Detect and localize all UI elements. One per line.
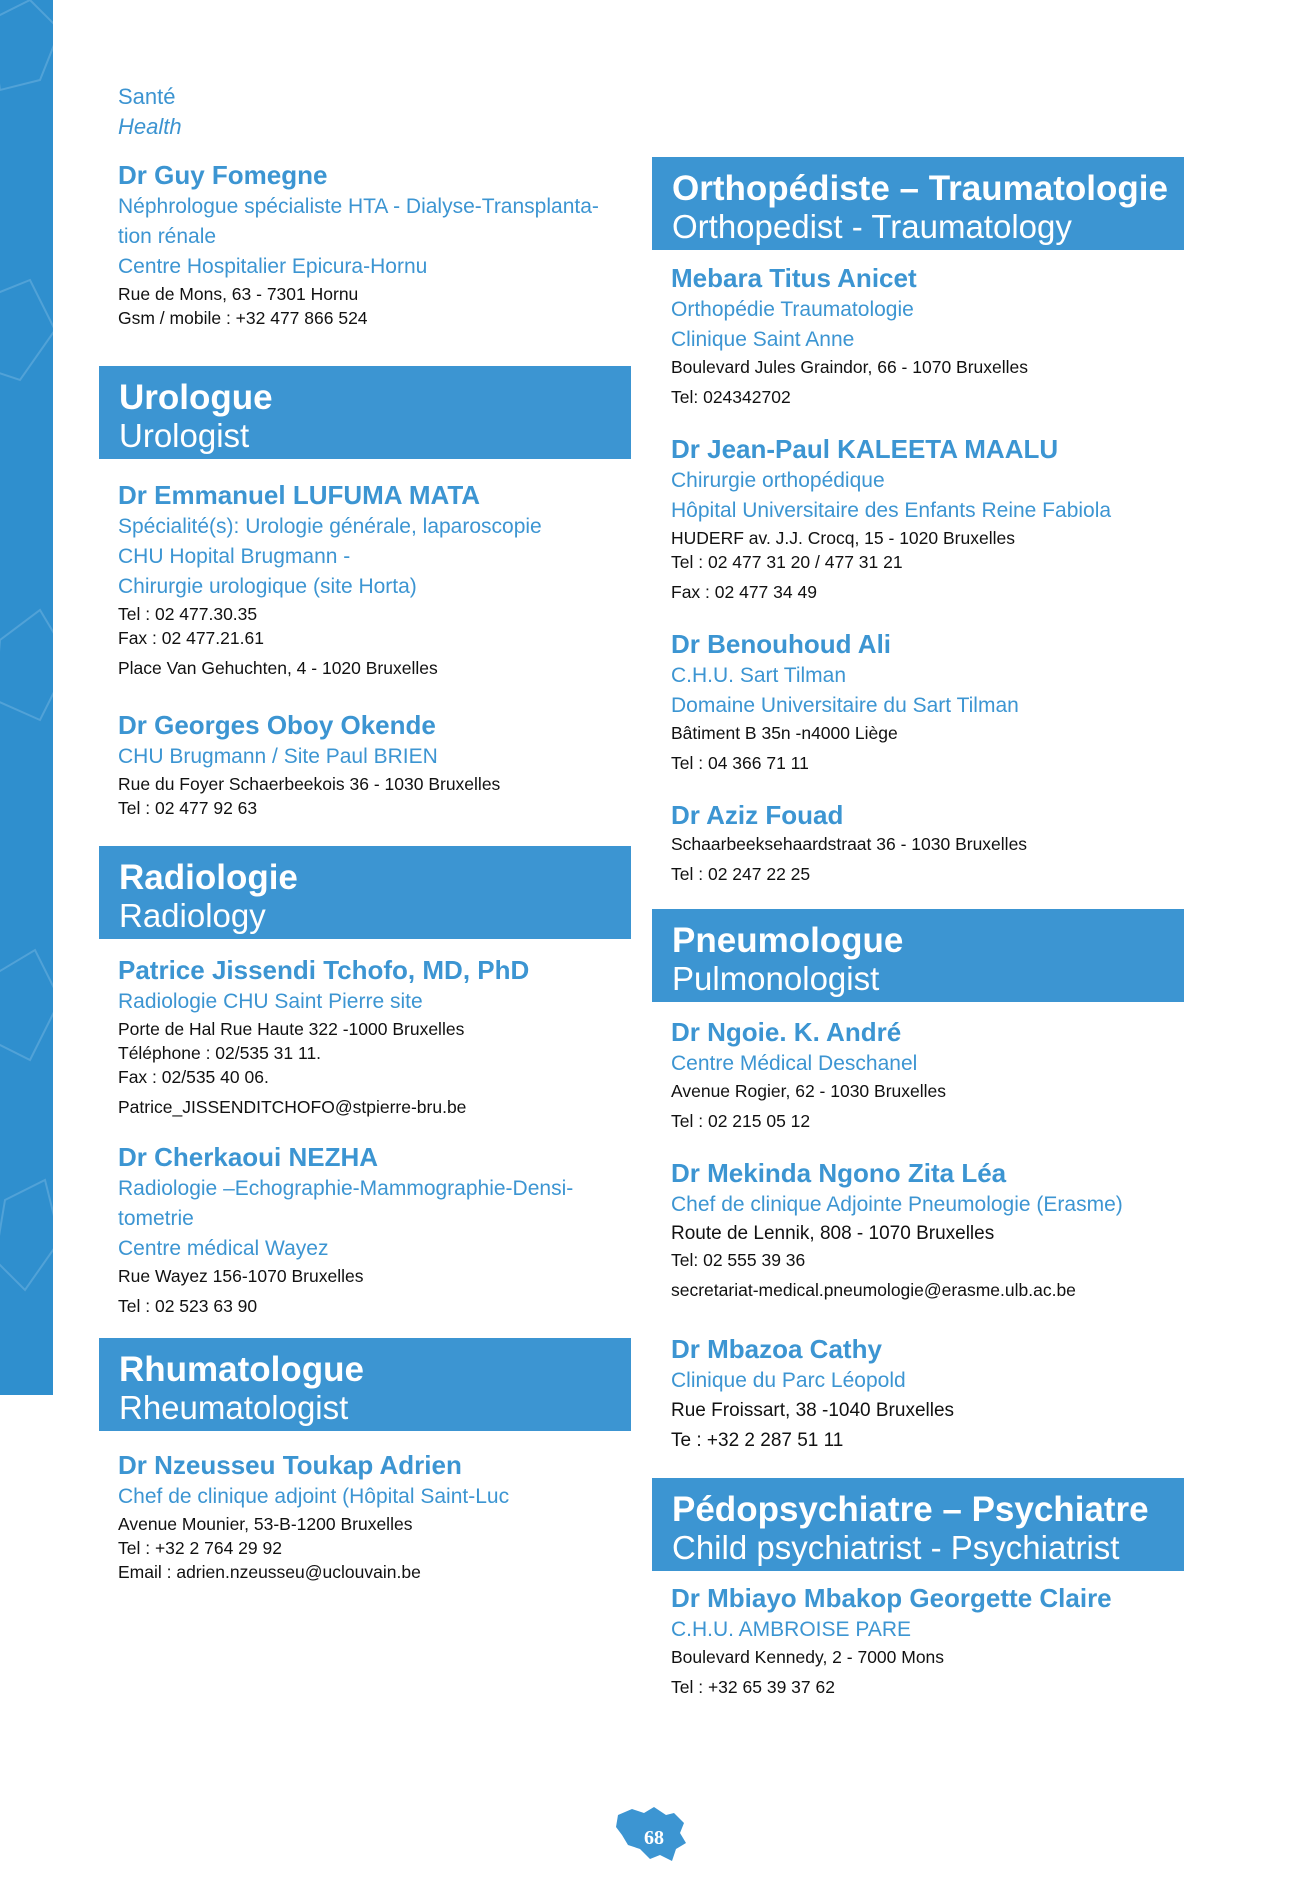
section-title-en: Pulmonologist bbox=[672, 960, 880, 997]
doctor-name: Dr Guy Fomegne bbox=[118, 160, 328, 190]
doctor-address: Avenue Rogier, 62 - 1030 Bruxelles bbox=[671, 1081, 946, 1101]
doctor-entry bbox=[671, 432, 1211, 604]
doctor-institution: Clinique du Parc Léopold bbox=[671, 1369, 906, 1392]
doctor-entry bbox=[671, 1332, 1211, 1456]
doctor-specialty: Chirurgie orthopédique bbox=[671, 469, 885, 492]
doctor-phone: Tel : 04 366 71 11 bbox=[671, 753, 809, 773]
doctor-institution: Centre médical Wayez bbox=[118, 1237, 329, 1260]
doctor-name: Dr Ngoie. K. André bbox=[671, 1017, 902, 1047]
doctor-institution: Chirurgie urologique (site Horta) bbox=[118, 575, 417, 598]
doctor-entry bbox=[118, 1448, 658, 1584]
section-radiologie bbox=[99, 846, 631, 939]
doctor-institution: Clinique Saint Anne bbox=[671, 328, 855, 351]
doctor-name: Dr Nzeusseu Toukap Adrien bbox=[118, 1450, 462, 1480]
doctor-address: Rue du Foyer Schaerbeekois 36 - 1030 Bruxelles bbox=[118, 774, 501, 794]
doctor-entry bbox=[118, 708, 658, 820]
doctor-phone: Tel : 02 477 31 20 / 477 31 21 bbox=[671, 552, 903, 572]
doctor-phone: Téléphone : 02/535 31 11. bbox=[118, 1043, 322, 1063]
doctor-institution: Chef de clinique adjoint (Hôpital Saint-Luc bbox=[118, 1485, 510, 1508]
doctor-phone: Gsm / mobile : +32 477 866 524 bbox=[118, 308, 368, 328]
doctor-address: Route de Lennik, 808 - 1070 Bruxelles bbox=[671, 1223, 995, 1244]
doctor-institution: C.H.U. Sart Tilman bbox=[671, 664, 847, 687]
header-fr: Santé bbox=[118, 84, 176, 109]
doctor-specialty: Orthopédie Traumatologie bbox=[671, 298, 914, 321]
doctor-specialty: tion rénale bbox=[118, 225, 217, 248]
section-pedopsychiatre bbox=[652, 1478, 1184, 1571]
doctor-phone: Tel : 02 477 92 63 bbox=[118, 798, 258, 818]
doctor-entry bbox=[118, 158, 658, 330]
doctor-phone: Te : +32 2 287 51 11 bbox=[671, 1430, 844, 1451]
doctor-name: Dr Mbiayo Mbakop Georgette Claire bbox=[671, 1583, 1112, 1613]
doctor-name: Dr Georges Oboy Okende bbox=[118, 710, 436, 740]
section-title-fr: Radiologie bbox=[119, 858, 298, 897]
doctor-institution: CHU Brugmann / Site Paul BRIEN bbox=[118, 745, 438, 768]
doctor-name: Dr Jean-Paul KALEETA MAALU bbox=[671, 434, 1059, 464]
section-rhumatologue bbox=[99, 1338, 631, 1431]
section-title-fr: Urologue bbox=[119, 378, 273, 417]
doctor-specialty: Spécialité(s): Urologie générale, laparoscopie bbox=[118, 515, 542, 538]
doctor-entry bbox=[671, 261, 1211, 409]
doctor-address: HUDERF av. J.J. Crocq, 15 - 1020 Bruxelles bbox=[671, 528, 1015, 548]
doctor-phone: Tel : 02 523 63 90 bbox=[118, 1296, 258, 1316]
doctor-email: Patrice_JISSENDITCHOFO@stpierre-bru.be bbox=[118, 1097, 467, 1117]
doctor-institution: Centre Médical Deschanel bbox=[671, 1052, 918, 1075]
doctor-institution: Centre Hospitalier Epicura-Hornu bbox=[118, 255, 428, 278]
doctor-institution: CHU Hopital Brugmann - bbox=[118, 545, 351, 568]
doctor-address: Bâtiment B 35n -n4000 Liège bbox=[671, 723, 898, 743]
doctor-fax: Fax : 02 477 34 49 bbox=[671, 582, 817, 602]
doctor-entry bbox=[118, 1140, 658, 1318]
doctor-institution: Chef de clinique Adjointe Pneumologie (Erasme) bbox=[671, 1193, 1123, 1216]
section-title-en: Orthopedist - Traumatology bbox=[672, 208, 1072, 245]
header-en: Health bbox=[118, 114, 182, 139]
section-title-fr: Rhumatologue bbox=[119, 1350, 364, 1389]
doctor-entry bbox=[671, 1015, 1211, 1133]
doctor-name: Dr Mbazoa Cathy bbox=[671, 1334, 882, 1364]
doctor-address: Avenue Mounier, 53-B-1200 Bruxelles bbox=[118, 1514, 413, 1534]
doctor-address: Boulevard Kennedy, 2 - 7000 Mons bbox=[671, 1647, 945, 1667]
section-title-en: Urologist bbox=[119, 417, 250, 454]
doctor-specialty: Néphrologue spécialiste HTA - Dialyse-Transplanta- bbox=[118, 195, 599, 218]
section-orthopediste bbox=[652, 157, 1184, 250]
doctor-phone: Tel : 02 247 22 25 bbox=[671, 864, 811, 884]
doctor-specialty: tometrie bbox=[118, 1207, 194, 1230]
section-pneumologue bbox=[652, 909, 1184, 1002]
doctor-entry bbox=[671, 1581, 1211, 1699]
doctor-address: Rue de Mons, 63 - 7301 Hornu bbox=[118, 284, 359, 304]
section-urologue bbox=[99, 366, 631, 459]
section-title-en: Radiology bbox=[119, 897, 266, 934]
doctor-address: Rue Froissart, 38 -1040 Bruxelles bbox=[671, 1400, 955, 1421]
doctor-entry bbox=[671, 798, 1211, 886]
doctor-fax: Fax : 02/535 40 06. bbox=[118, 1067, 269, 1087]
section-title-fr: Pneumologue bbox=[672, 921, 904, 960]
doctor-email: Email : adrien.nzeusseu@uclouvain.be bbox=[118, 1562, 421, 1582]
doctor-address: Place Van Gehuchten, 4 - 1020 Bruxelles bbox=[118, 658, 438, 678]
doctor-entry bbox=[671, 1156, 1211, 1302]
doctor-entry bbox=[671, 627, 1211, 775]
doctor-name: Dr Mekinda Ngono Zita Léa bbox=[671, 1158, 1007, 1188]
side-decoration-band bbox=[0, 0, 53, 1395]
doctor-phone: Tel: 02 555 39 36 bbox=[671, 1250, 806, 1270]
doctor-institution: Hôpital Universitaire des Enfants Reine Fabiola bbox=[671, 499, 1112, 522]
doctor-phone: Tel : +32 65 39 37 62 bbox=[671, 1677, 835, 1697]
doctor-entry bbox=[118, 953, 658, 1119]
doctor-address: Porte de Hal Rue Haute 322 -1000 Bruxelles bbox=[118, 1019, 465, 1039]
page-number-badge bbox=[614, 1805, 690, 1863]
doctor-name: Dr Emmanuel LUFUMA MATA bbox=[118, 480, 481, 510]
doctor-address: Schaarbeeksehaardstraat 36 - 1030 Bruxelles bbox=[671, 834, 1028, 854]
section-title-fr: Orthopédiste – Traumatologie bbox=[672, 169, 1168, 208]
doctor-institution: Radiologie CHU Saint Pierre site bbox=[118, 990, 423, 1013]
doctor-fax: Fax : 02 477.21.61 bbox=[118, 628, 264, 648]
doctor-name: Dr Aziz Fouad bbox=[671, 800, 844, 830]
doctor-name: Mebara Titus Anicet bbox=[671, 263, 917, 293]
section-title-en: Rheumatologist bbox=[119, 1389, 349, 1426]
doctor-entry bbox=[118, 478, 658, 680]
doctor-name: Dr Benouhoud Ali bbox=[671, 629, 892, 659]
doctor-phone: Tel: 024342702 bbox=[671, 387, 791, 407]
page-header bbox=[118, 82, 182, 142]
doctor-name: Dr Cherkaoui NEZHA bbox=[118, 1142, 379, 1172]
doctor-institution: Domaine Universitaire du Sart Tilman bbox=[671, 694, 1019, 717]
section-title-en: Child psychiatrist - Psychiatrist bbox=[672, 1529, 1120, 1566]
doctor-phone: Tel : +32 2 764 29 92 bbox=[118, 1538, 282, 1558]
doctor-phone: Tel : 02 215 05 12 bbox=[671, 1111, 811, 1131]
page-number: 68 bbox=[644, 1827, 664, 1849]
doctor-institution: C.H.U. AMBROISE PARE bbox=[671, 1618, 911, 1641]
doctor-phone: Tel : 02 477.30.35 bbox=[118, 604, 258, 624]
doctor-name: Patrice Jissendi Tchofo, MD, PhD bbox=[118, 955, 530, 985]
doctor-specialty: Radiologie –Echographie-Mammographie-Densi- bbox=[118, 1177, 574, 1200]
section-title-fr: Pédopsychiatre – Psychiatre bbox=[672, 1490, 1149, 1529]
doctor-email: secretariat-medical.pneumologie@erasme.ulb.ac.be bbox=[671, 1280, 1076, 1300]
doctor-address: Boulevard Jules Graindor, 66 - 1070 Bruxelles bbox=[671, 357, 1029, 377]
doctor-address: Rue Wayez 156-1070 Bruxelles bbox=[118, 1266, 364, 1286]
